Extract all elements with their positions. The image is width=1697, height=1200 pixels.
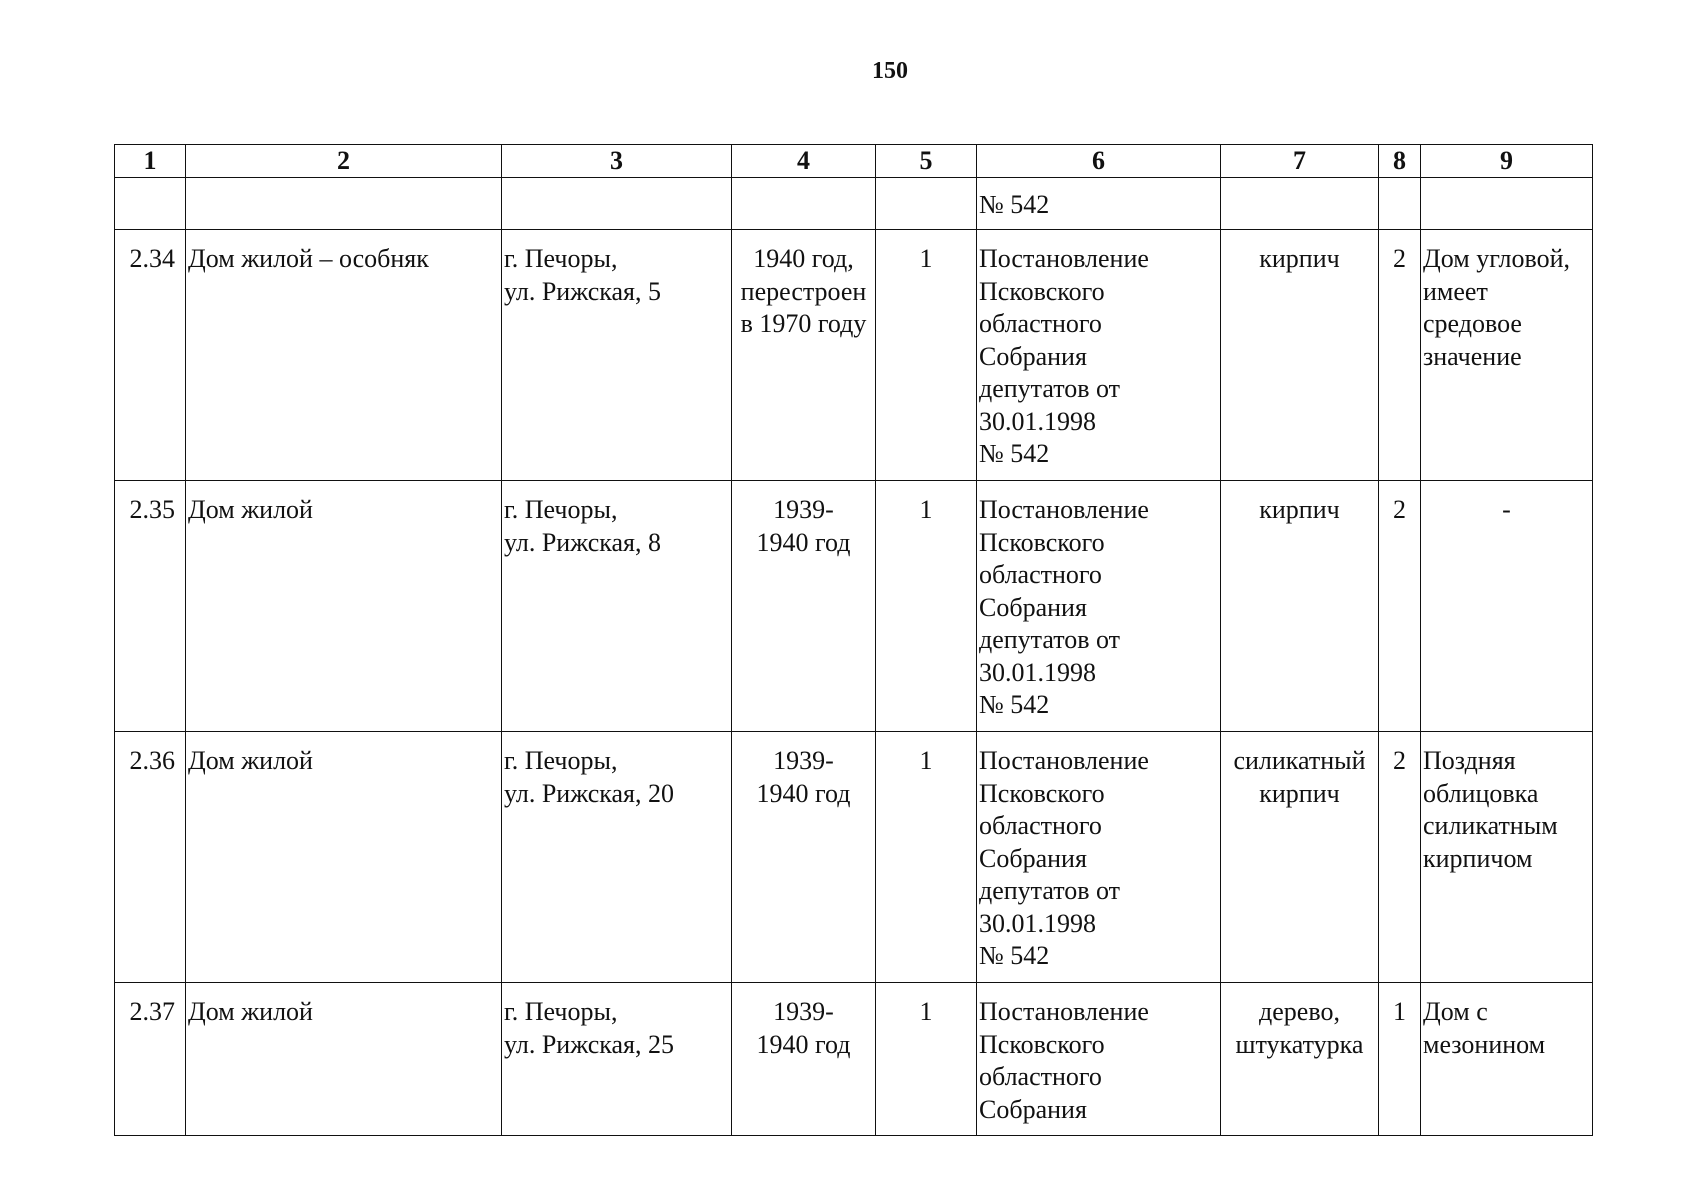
table-row [115, 481, 1593, 732]
monuments-registry-table [114, 144, 1593, 1136]
cell-material: кирпич [1221, 481, 1379, 732]
cell-name: Дом жилой – особняк [186, 230, 502, 481]
cell-note [1421, 178, 1593, 230]
cell-material [1221, 178, 1379, 230]
cell-address: г. Печоры, ул. Рижская, 20 [502, 732, 732, 983]
cell-note: - [1421, 481, 1593, 732]
cell-category: 1 [876, 481, 977, 732]
cell-note: Дом с мезонином [1421, 983, 1593, 1136]
cell-floors: 2 [1379, 481, 1421, 732]
cell-date: 1939- 1940 год [732, 983, 876, 1136]
table-row [115, 732, 1593, 983]
column-header: 1 [115, 145, 186, 178]
cell-name: Дом жилой [186, 983, 502, 1136]
cell-document: № 542 [977, 178, 1221, 230]
cell-address: г. Печоры, ул. Рижская, 8 [502, 481, 732, 732]
table-row [115, 230, 1593, 481]
cell-document: Постановление Псковского областного Собрания депутатов от 30.01.1998 № 542 [977, 481, 1221, 732]
cell-floors [1379, 178, 1421, 230]
cell-floors: 2 [1379, 230, 1421, 481]
cell-number: 2.37 [115, 983, 186, 1136]
column-header: 2 [186, 145, 502, 178]
cell-name: Дом жилой [186, 481, 502, 732]
cell-document: Постановление Псковского областного Собрания депутатов от 30.01.1998 № 542 [977, 732, 1221, 983]
cell-number: 2.36 [115, 732, 186, 983]
cell-material: дерево, штукатурка [1221, 983, 1379, 1136]
column-number-header-row [115, 145, 1593, 178]
table-row [115, 178, 1593, 230]
cell-date: 1939- 1940 год [732, 481, 876, 732]
cell-category: 1 [876, 732, 977, 983]
cell-category: 1 [876, 230, 977, 481]
column-header: 9 [1421, 145, 1593, 178]
cell-floors: 2 [1379, 732, 1421, 983]
page-number: 150 [872, 58, 908, 84]
cell-note: Дом угловой, имеет средовое значение [1421, 230, 1593, 481]
column-header: 6 [977, 145, 1221, 178]
column-header: 7 [1221, 145, 1379, 178]
cell-note: Поздняя облицовка силикатным кирпичом [1421, 732, 1593, 983]
cell-number: 2.34 [115, 230, 186, 481]
cell-name: Дом жилой [186, 732, 502, 983]
cell-floors: 1 [1379, 983, 1421, 1136]
cell-category: 1 [876, 983, 977, 1136]
column-header: 4 [732, 145, 876, 178]
cell-name [186, 178, 502, 230]
column-header: 8 [1379, 145, 1421, 178]
cell-category [876, 178, 977, 230]
cell-date [732, 178, 876, 230]
cell-document: Постановление Псковского областного Собрания депутатов от 30.01.1998 № 542 [977, 230, 1221, 481]
cell-material: кирпич [1221, 230, 1379, 481]
cell-material: силикатный кирпич [1221, 732, 1379, 983]
cell-address [502, 178, 732, 230]
cell-number [115, 178, 186, 230]
cell-number: 2.35 [115, 481, 186, 732]
cell-address: г. Печоры, ул. Рижская, 5 [502, 230, 732, 481]
cell-address: г. Печоры, ул. Рижская, 25 [502, 983, 732, 1136]
cell-date: 1939- 1940 год [732, 732, 876, 983]
column-header: 5 [876, 145, 977, 178]
table-row [115, 983, 1593, 1136]
cell-date: 1940 год, перестроен в 1970 году [732, 230, 876, 481]
column-header: 3 [502, 145, 732, 178]
cell-document: Постановление Псковского областного Собрания [977, 983, 1221, 1136]
